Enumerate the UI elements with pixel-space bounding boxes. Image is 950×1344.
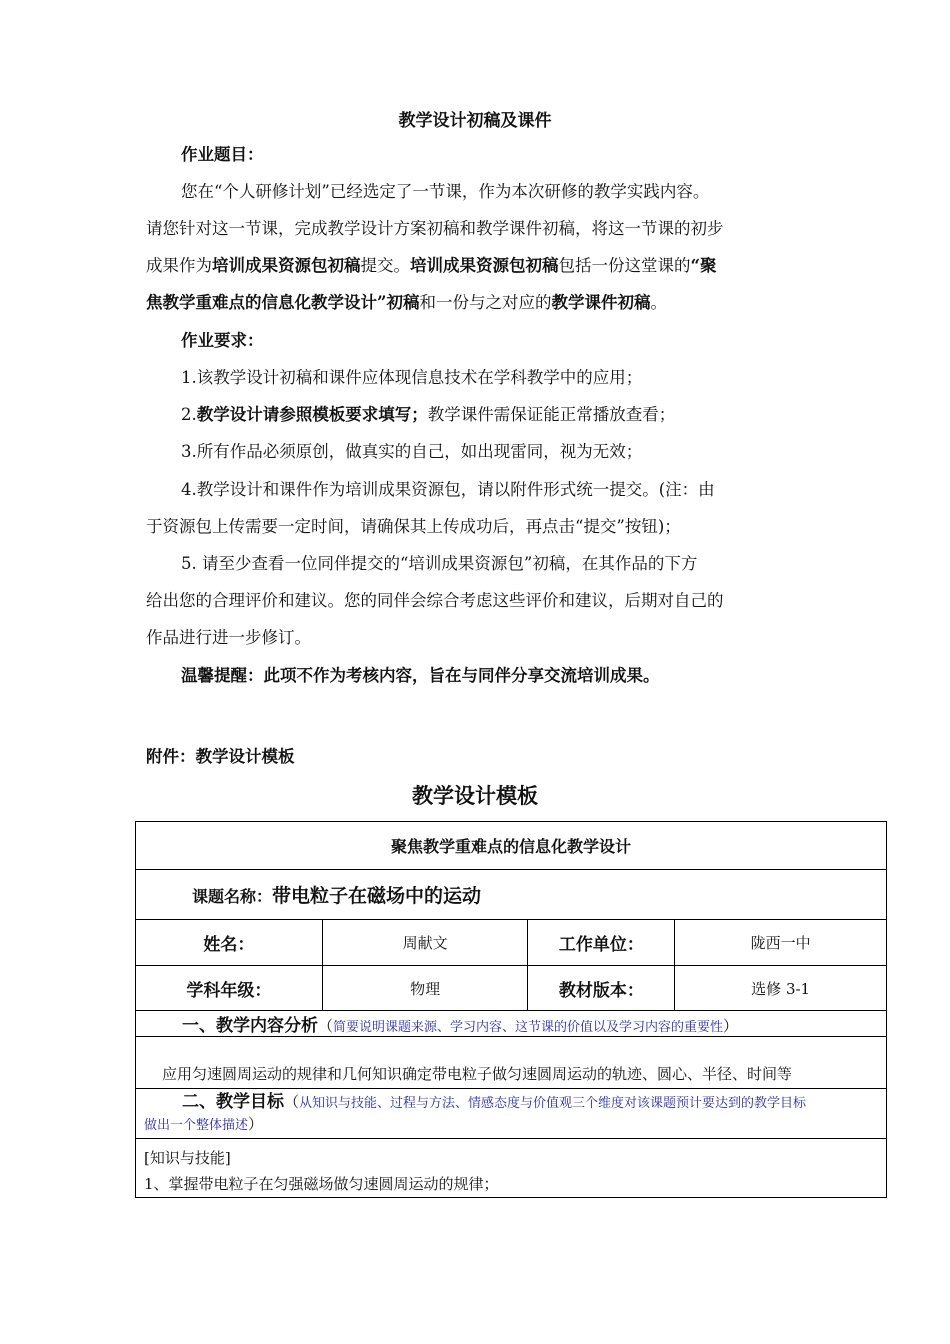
topic-value: 带电粒子在磁场中的运动 bbox=[272, 885, 482, 907]
text-run: 包括一份这堂课的 bbox=[558, 256, 691, 275]
text-run: 和一份与之对应的 bbox=[419, 293, 552, 312]
document-title: 教学设计初稿及课件 bbox=[398, 111, 552, 131]
section-1-title-row bbox=[136, 1011, 887, 1037]
requirement-2 bbox=[181, 404, 861, 426]
requirement-5: 5. 请至少查看一位同伴提交的“培训成果资源包”初稿，在其作品的下方 bbox=[181, 554, 698, 573]
requirement-5-cont: 给出您的合理评价和建议。您的同伴会综合考虑这些评价和建议，后期对自己的 bbox=[146, 591, 724, 610]
attachment-label: 附件：教学设计模板 bbox=[146, 747, 295, 766]
template-title: 教学设计模板 bbox=[412, 783, 538, 808]
name-value: 周献文 bbox=[322, 920, 528, 966]
subject-value: 物理 bbox=[322, 966, 528, 1011]
paren: ） bbox=[248, 1114, 264, 1133]
topic-row bbox=[136, 870, 887, 920]
text-run: 。 bbox=[650, 293, 667, 312]
requirement-1: 1.该教学设计初稿和课件应体现信息技术在学科教学中的应用； bbox=[181, 368, 643, 387]
text-run: 提交。 bbox=[360, 256, 410, 275]
assignment-heading: 作业题目： bbox=[181, 145, 264, 164]
bold-run: 教学设计请参照模板要求填写； bbox=[196, 405, 428, 424]
bold-run: 焦教学重难点的信息化教学设计”初稿 bbox=[146, 293, 420, 312]
section-1-title: 一、教学内容分析 bbox=[182, 1016, 318, 1036]
subject-label: 学科年级： bbox=[136, 966, 323, 1011]
requirement-4-cont: 于资源包上传需要一定时间，请确保其上传成功后，再点击“提交”按钮)； bbox=[146, 517, 681, 536]
table-header: 聚焦教学重难点的信息化教学设计 bbox=[136, 822, 887, 870]
paragraph-line bbox=[146, 292, 826, 314]
paren: ） bbox=[723, 1017, 739, 1035]
bold-run: 培训成果资源包初稿 bbox=[212, 256, 361, 275]
requirement-5-cont: 作品进行进一步修订。 bbox=[146, 628, 311, 647]
bold-run: 教学课件初稿 bbox=[551, 293, 651, 312]
bold-run: “聚 bbox=[690, 256, 717, 275]
section-1-hint: 简要说明课题来源、学习内容、这节课的价值以及学习内容的重要性 bbox=[333, 1020, 724, 1035]
text-run: 2. bbox=[181, 405, 197, 424]
text-run: 成果作为 bbox=[146, 256, 212, 275]
bold-run: 培训成果资源包初稿 bbox=[410, 256, 559, 275]
edition-value: 选修 3-1 bbox=[675, 966, 887, 1011]
unit-value: 陇西一中 bbox=[675, 920, 887, 966]
requirements-heading: 作业要求： bbox=[181, 331, 264, 350]
paragraph-line bbox=[146, 255, 826, 277]
paren: （ bbox=[318, 1017, 334, 1035]
requirement-4: 4.教学设计和课件作为培训成果资源包，请以附件形式统一提交。(注：由 bbox=[181, 480, 715, 499]
section-2-line bbox=[144, 1114, 886, 1136]
edition-label: 教材版本： bbox=[528, 966, 675, 1011]
requirement-3: 3.所有作品必须原创，做真实的自己，如出现雷同，视为无效； bbox=[181, 442, 643, 461]
name-label: 姓名： bbox=[136, 920, 323, 966]
topic-label: 课题名称： bbox=[192, 887, 273, 906]
paragraph-line: 请您针对这一节课，完成教学设计方案初稿和教学课件初稿，将这一节课的初步 bbox=[146, 219, 724, 238]
section-2-hint-cont: 做出一个整体描述 bbox=[144, 1117, 249, 1133]
text-run: 教学课件需保证能正常播放查看； bbox=[427, 405, 676, 424]
section-1-content: 应用匀速圆周运动的规律和几何知识确定带电粒子做匀速圆周运动的轨迹、圆心、半径、时间等 bbox=[136, 1037, 887, 1089]
section-2-line bbox=[144, 1092, 886, 1114]
paren: （ bbox=[284, 1092, 300, 1111]
section-2-title: 二、教学目标 bbox=[182, 1091, 284, 1112]
knowledge-skills-item: 1、掌握带电粒子在匀强磁场做匀速圆周运动的规律； bbox=[144, 1175, 499, 1193]
reminder: 温馨提醒：此项不作为考核内容，旨在与同伴分享交流培训成果。 bbox=[181, 666, 660, 685]
knowledge-skills-cell bbox=[136, 1139, 887, 1198]
section-2-title-row bbox=[136, 1089, 887, 1139]
unit-label: 工作单位： bbox=[528, 920, 675, 966]
knowledge-skills-label: [知识与技能] bbox=[144, 1149, 231, 1167]
template-table bbox=[135, 821, 887, 1198]
paragraph-line: 您在“个人研修计划”已经选定了一节课，作为本次研修的教学实践内容。 bbox=[181, 182, 710, 201]
section-2-hint: 从知识与技能、过程与方法、情感态度与价值观三个维度对该课题预计要达到的教学目标 bbox=[299, 1095, 807, 1111]
